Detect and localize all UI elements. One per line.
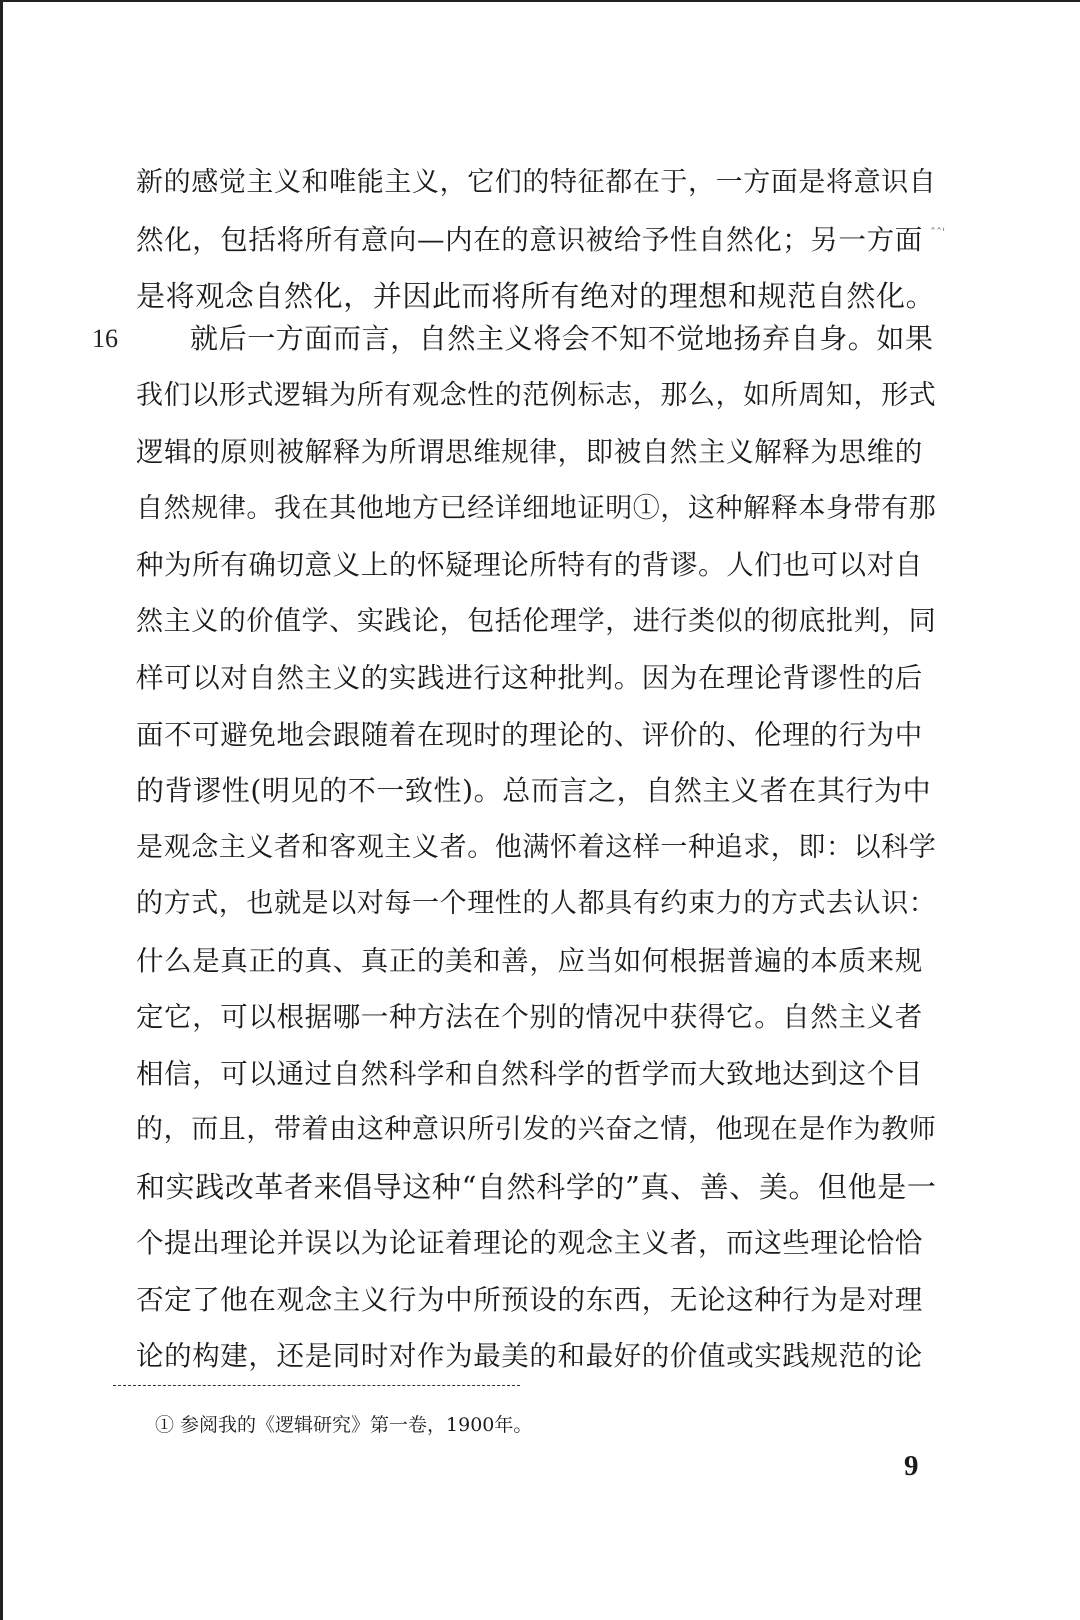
text-line: 种为所有确切意义上的怀疑理论所特有的背谬。人们也可以对自 xyxy=(136,549,923,581)
text-line: 相信，可以通过自然科学和自然科学的哲学而大致地达到这个目 xyxy=(136,1057,923,1090)
edge-mark: ˆˆˈ xyxy=(930,226,946,240)
footnote-divider xyxy=(113,1385,520,1386)
text-line: 就后一方面而言，自然主义将会不知不觉地扬弃自身。如果 xyxy=(190,322,934,355)
text-line: 的背谬性(明见的不一致性)。总而言之，自然主义者在其行为中 xyxy=(136,774,932,807)
page-left-edge xyxy=(0,0,3,1620)
text-line: 定它，可以根据哪一种方法在个别的情况中获得它。自然主义者 xyxy=(136,1001,923,1033)
margin-section-number: 16 xyxy=(92,324,118,353)
paragraph-main xyxy=(136,311,936,1385)
text-line: 样可以对自然主义的实践进行这种批判。因为在理论背谬性的后 xyxy=(136,662,923,694)
paragraph-continued xyxy=(136,155,936,325)
text-line: 的方式，也就是以对每一个理性的人都具有约束力的方式去认识： xyxy=(136,888,937,919)
text-line: 然主义的价值学、实践论，包括伦理学，进行类似的彻底批判，同 xyxy=(136,605,937,637)
page-top-edge xyxy=(0,0,1080,2)
text-line: 自然规律。我在其他地方已经详细地证明①，这种解释本身带有那 xyxy=(136,492,937,524)
page-number: 9 xyxy=(904,1450,919,1482)
text-line: 什么是真正的真、真正的美和善，应当如何根据普遍的本质来规 xyxy=(136,944,923,977)
text-line: 的，而且，带着由这种意识所引发的兴奋之情，他现在是作为教师 xyxy=(136,1114,937,1145)
text-line: 然化，包括将所有意向—内在的意识被给予性自然化；另一方面 xyxy=(136,223,923,256)
text-line: 新的感觉主义和唯能主义，它们的特征都在于，一方面是将意识自 xyxy=(136,167,937,198)
text-line: 个提出理论并误以为论证着理论的观念主义者，而这些理论恰恰 xyxy=(136,1227,923,1259)
text-line: 论的构建，还是同时对作为最美的和最好的价值或实践规范的论 xyxy=(136,1340,923,1372)
footnote: ① 参阅我的《逻辑研究》第一卷，1900年。 xyxy=(155,1414,533,1436)
text-line: 否定了他在观念主义行为中所预设的东西，无论这种行为是对理 xyxy=(136,1283,923,1316)
text-line: 是将观念自然化，并因此而将所有绝对的理想和规范自然化。 xyxy=(136,279,936,313)
text-line: 面不可避免地会跟随着在现时的理论的、评价的、伦理的行为中 xyxy=(136,718,923,751)
text-line: 我们以形式逻辑为所有观念性的范例标志，那么，如所周知，形式 xyxy=(136,379,937,411)
text-line: 是观念主义者和客观主义者。他满怀着这样一种追求，即：以科学 xyxy=(136,831,937,863)
text-line: 逻辑的原则被解释为所谓思维规律，即被自然主义解释为思维的 xyxy=(136,436,923,468)
text-line: 和实践改革者来倡导这种“自然科学的”真、善、美。但他是一 xyxy=(136,1169,937,1204)
